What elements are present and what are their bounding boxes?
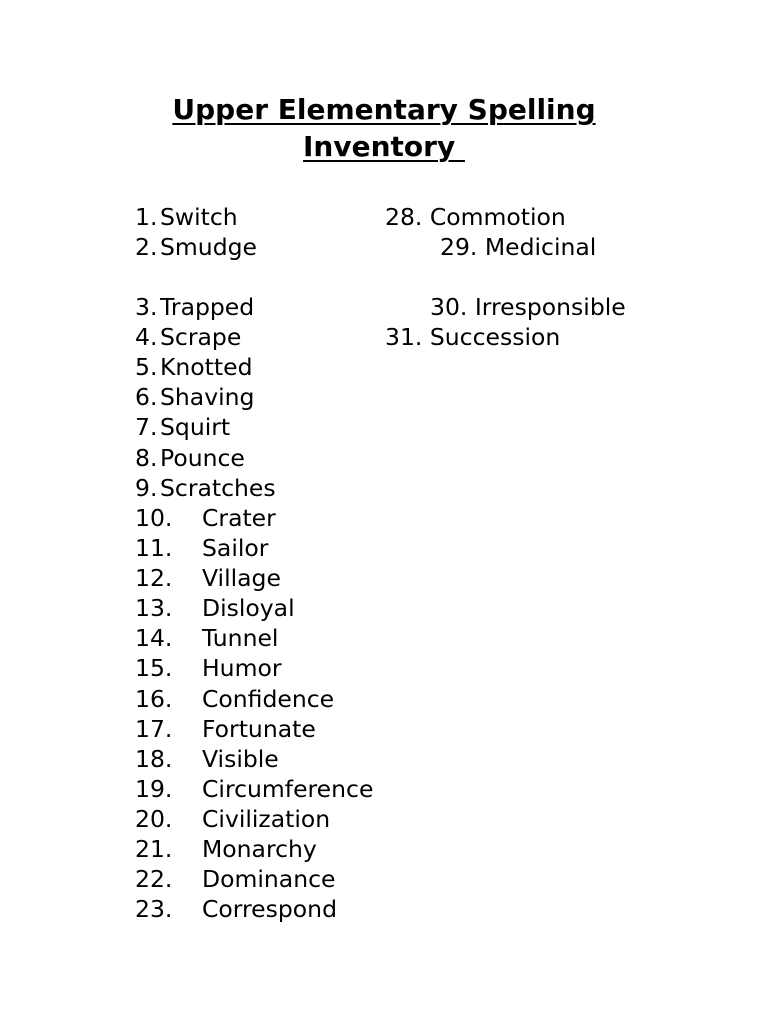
item-number: 4. (135, 323, 158, 351)
item-number: 6. (135, 383, 158, 411)
list-item (135, 684, 334, 714)
list-item (135, 714, 316, 744)
list-item (135, 473, 276, 503)
item-number: 11. (135, 534, 173, 562)
list-item (135, 834, 317, 864)
list-item (135, 744, 279, 774)
item-word: Trapped (160, 293, 255, 321)
list-item (135, 352, 253, 382)
item-word: Switch (160, 203, 238, 231)
item-number: 9. (135, 474, 158, 502)
item-word: Smudge (160, 233, 257, 261)
item-number: 3. (135, 293, 158, 321)
item-number: 5. (135, 353, 158, 381)
item-word: Confidence (202, 685, 335, 713)
list-item (135, 653, 282, 683)
item-word: Humor (202, 654, 282, 682)
item-number: 17. (135, 715, 173, 743)
item-number: 8. (135, 444, 158, 472)
list-item (135, 593, 295, 623)
item-number: 16. (135, 685, 173, 713)
item-number: 10. (135, 504, 173, 532)
list-item (135, 774, 373, 804)
item-number: 23. (135, 895, 173, 923)
list-item (135, 503, 276, 533)
item-number: 20. (135, 805, 173, 833)
item-number: 19. (135, 775, 173, 803)
list-item (135, 382, 254, 412)
list-item: 31. Succession (385, 323, 561, 351)
list-item (135, 533, 268, 563)
list-item (135, 443, 245, 473)
item-number: 14. (135, 624, 173, 652)
item-word: Visible (202, 745, 279, 773)
item-number: 1. (135, 203, 158, 231)
list-item: 29. Medicinal (440, 233, 597, 261)
item-word: Scrape (160, 323, 242, 351)
list-item (135, 412, 230, 442)
item-word: Knotted (160, 353, 253, 381)
list-item (135, 322, 241, 352)
list-item (135, 864, 335, 894)
list-item (135, 623, 278, 653)
item-word: Tunnel (202, 624, 279, 652)
item-number: 15. (135, 654, 173, 682)
item-word: Village (202, 564, 281, 592)
item-word: Shaving (160, 383, 255, 411)
item-word: Pounce (160, 444, 245, 472)
item-number: 12. (135, 564, 173, 592)
list-item (135, 202, 238, 232)
item-word: Fortunate (202, 715, 316, 743)
item-number: 18. (135, 745, 173, 773)
list-item (135, 563, 281, 593)
list-item (135, 804, 330, 834)
list-item (135, 894, 337, 924)
item-word: Dominance (202, 865, 336, 893)
item-number: 7. (135, 413, 158, 441)
item-word: Crater (202, 504, 276, 532)
item-word: Scratches (160, 474, 276, 502)
document-title: Upper Elementary Spelling (172, 93, 596, 126)
item-word: Circumference (202, 775, 374, 803)
item-word: Correspond (202, 895, 337, 923)
item-word: Sailor (202, 534, 269, 562)
item-word: Civilization (202, 805, 331, 833)
list-item: 28. Commotion (385, 203, 566, 231)
item-word: Squirt (160, 413, 231, 441)
item-number: 22. (135, 865, 173, 893)
item-word: Disloyal (202, 594, 295, 622)
list-item (135, 232, 257, 262)
item-number: 2. (135, 233, 158, 261)
document-title-continued: Inventory (303, 130, 465, 163)
list-item (135, 292, 254, 322)
item-number: 13. (135, 594, 173, 622)
item-number: 21. (135, 835, 173, 863)
list-item: 30. Irresponsible (430, 293, 626, 321)
item-word: Monarchy (202, 835, 317, 863)
